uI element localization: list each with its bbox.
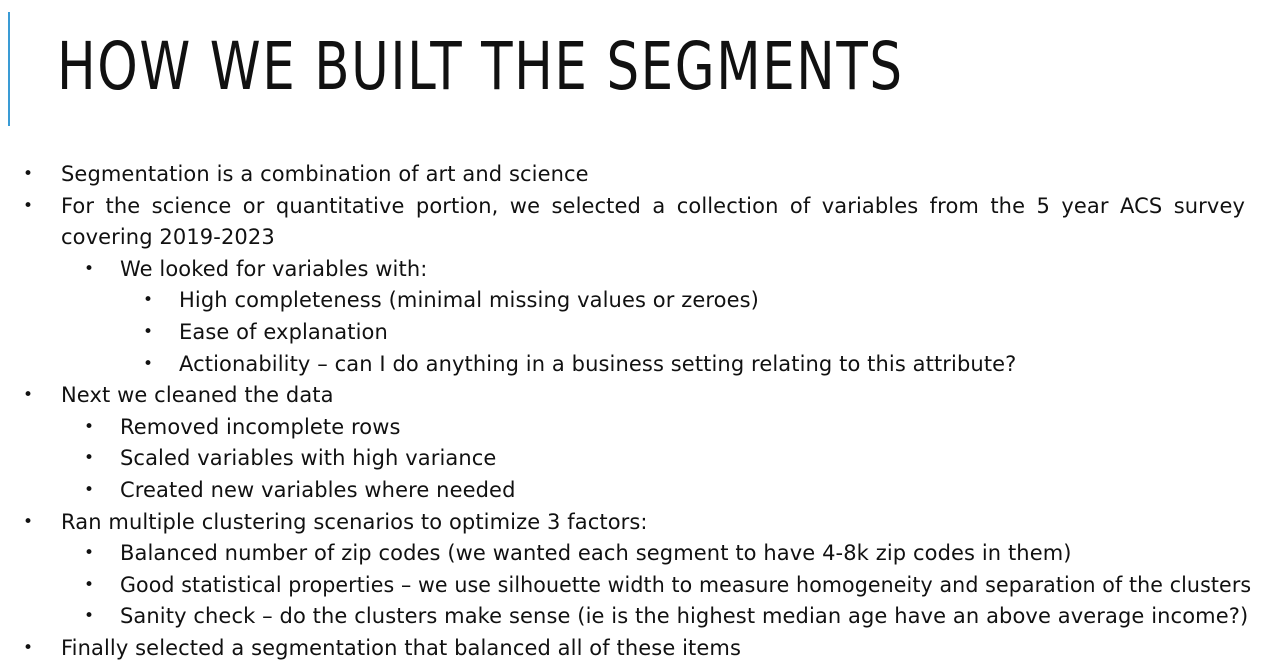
bullet-dot-icon: •: [143, 321, 154, 342]
bullet-dot-icon: •: [84, 479, 95, 500]
bullet-dot-icon: •: [23, 164, 34, 184]
bullet-item: [0, 380, 1271, 412]
bullet-item: [0, 191, 1271, 254]
bullet-text: Scaled variables with high variance: [120, 446, 497, 471]
bullet-text: Good statistical properties – we use silhouette width to measure homogeneity and separation of the clusters: [120, 572, 1252, 597]
bullet-item: [0, 317, 1271, 349]
bullet-text: Segmentation is a combination of art and science: [61, 162, 589, 186]
bullet-text: Actionability – can I do anything in a business setting relating to this attribute?: [179, 351, 1017, 376]
bullet-text: Sanity check – do the clusters make sense (ie is the highest median age have an above average income?): [120, 604, 1249, 629]
bullet-item: [0, 159, 1271, 191]
bullet-text: Next we cleaned the data: [61, 383, 334, 408]
bullet-dot-icon: •: [84, 448, 95, 469]
bullet-dot-icon: •: [23, 637, 34, 658]
bullet-item: [0, 412, 1271, 444]
bullet-text: For the science or quantitative portion, we selected a collection of variables from the 5 year ACS survey covering 2019-2023: [61, 193, 1245, 250]
title-accent-bar: [8, 12, 10, 126]
bullet-item: [0, 475, 1271, 507]
bullet-dot-icon: •: [23, 511, 34, 532]
bullet-list: [0, 159, 1271, 665]
bullet-item: [0, 507, 1271, 539]
bullet-item: [0, 349, 1271, 381]
bullet-text: Removed incomplete rows: [120, 414, 401, 439]
bullet-dot-icon: •: [84, 416, 95, 437]
bullet-text: Finally selected a segmentation that balanced all of these items: [61, 635, 741, 660]
bullet-item: [0, 570, 1271, 602]
bullet-dot-icon: •: [143, 353, 154, 374]
slide-title: HOW WE BUILT THE SEGMENTS: [57, 28, 904, 105]
bullet-item: [0, 443, 1271, 475]
bullet-dot-icon: •: [23, 195, 34, 216]
bullet-item: [0, 285, 1271, 317]
bullet-dot-icon: •: [84, 543, 95, 564]
bullet-text: Balanced number of zip codes (we wanted each segment to have 4-8k zip codes in them): [120, 541, 1072, 566]
bullet-item: [0, 633, 1271, 665]
bullet-dot-icon: •: [143, 290, 154, 311]
bullet-item: [0, 254, 1271, 286]
bullet-dot-icon: •: [84, 258, 95, 279]
bullet-text: Ease of explanation: [179, 319, 388, 344]
bullet-item: [0, 601, 1271, 633]
bullet-dot-icon: •: [84, 606, 95, 627]
bullet-item: [0, 538, 1271, 570]
bullet-text: Ran multiple clustering scenarios to optimize 3 factors:: [61, 509, 648, 534]
bullet-text: Created new variables where needed: [120, 477, 516, 502]
bullet-text: High completeness (minimal missing values or zeroes): [179, 288, 759, 313]
bullet-text: We looked for variables with:: [120, 256, 428, 281]
bullet-dot-icon: •: [84, 574, 95, 595]
bullet-dot-icon: •: [23, 385, 34, 406]
